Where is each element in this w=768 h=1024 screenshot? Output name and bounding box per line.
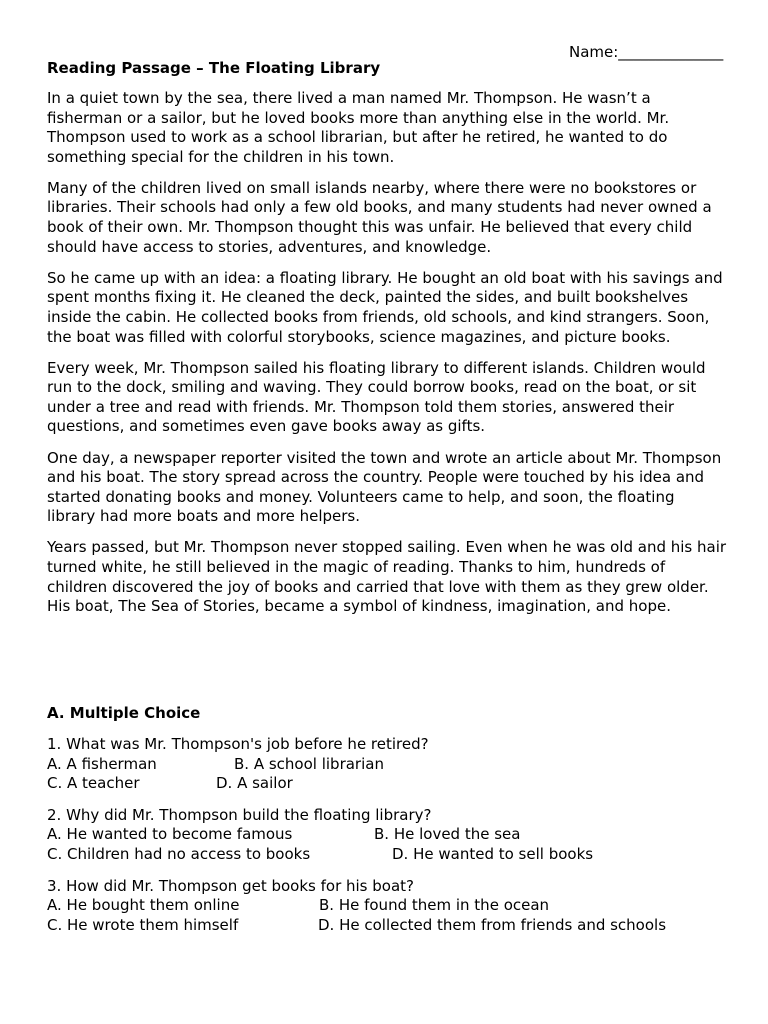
question-item [47,735,737,794]
option-c: C. A teacher [47,774,140,793]
passage-paragraph: Many of the children lived on small islands nearby, where there were no bookstores or libraries. Their schools had only a few old books, and many students had never owned a book of their own. Mr. Thompson thought this was unfair. He believed that every child should have access to stories, adventures, and knowledge. [47,178,712,256]
name-field-label: Name:______________ [569,43,724,61]
options-row [47,755,737,775]
option-c: C. Children had no access to books [47,844,311,863]
option-b: B. He found them in the ocean [319,896,550,915]
question-item [47,877,737,936]
passage-paragraph: Years passed, but Mr. Thompson never stopped sailing. Even when he was old and his hair turned white, he still believed in the magic of reading. Thanks to him, hundreds of children discovered the joy of books and carried that love with them as they grew older. His boat, The Sea of Stories, became a symbol of kindness, imagination, and hope. [47,538,727,616]
options-row [47,916,737,936]
option-d: D. He wanted to sell books [392,844,594,863]
passage-paragraph: In a quiet town by the sea, there lived a man named Mr. Thompson. He wasn’t a fisherman or a sailor, but he loved books more than anything else in the world. Mr. Thompson used to work as a school librarian, but after he retired, he wanted to do something special for the children in his town. [47,89,670,166]
option-b: B. He loved the sea [374,825,521,844]
passage-paragraph: So he came up with an idea: a floating library. He bought an old boat with his savings and spent months fixing it. He cleaned the deck, painted the sides, and built bookshelves inside the cabin. He collected books from friends, old schools, and kind strangers. Soon, the boat was filled with colorful storybooks, science magazines, and picture books. [47,268,723,346]
page-title: Reading Passage – The Floating Library [47,59,381,77]
passage-paragraph: One day, a newspaper reporter visited the town and wrote an article about Mr. Thompson and his boat. The story spread across the country. People were touched by his idea and started donating books and money. Volunteers came to help, and soon, the floating library had more boats and more helpers. [47,448,722,526]
section-heading: A. Multiple Choice [47,704,201,722]
option-a: A. A fisherman [47,754,157,773]
question-prompt: 3. How did Mr. Thompson get books for his boat? [47,876,414,895]
option-a: A. He bought them online [47,896,240,915]
question-prompt: 2. Why did Mr. Thompson build the floating library? [47,805,432,824]
option-c: C. He wrote them himself [47,915,239,934]
option-a: A. He wanted to become famous [47,825,293,844]
option-d: D. He collected them from friends and schools [318,915,667,934]
options-row [47,774,737,794]
question-list [47,735,737,947]
option-b: B. A school librarian [234,754,384,773]
question-item [47,806,737,865]
reading-passage [47,89,727,628]
question-prompt: 1. What was Mr. Thompson's job before he retired? [47,735,429,753]
options-row [47,825,737,845]
options-row [47,845,737,865]
passage-paragraph: Every week, Mr. Thompson sailed his floating library to different islands. Children would run to the dock, smiling and waving. They could borrow books, read on the boat, or sit under a tree and read with friends. Mr. Thompson told them stories, answered their questions, and sometimes even gave books away as gifts. [47,358,706,436]
options-row [47,896,737,916]
option-d: D. A sailor [216,774,293,793]
